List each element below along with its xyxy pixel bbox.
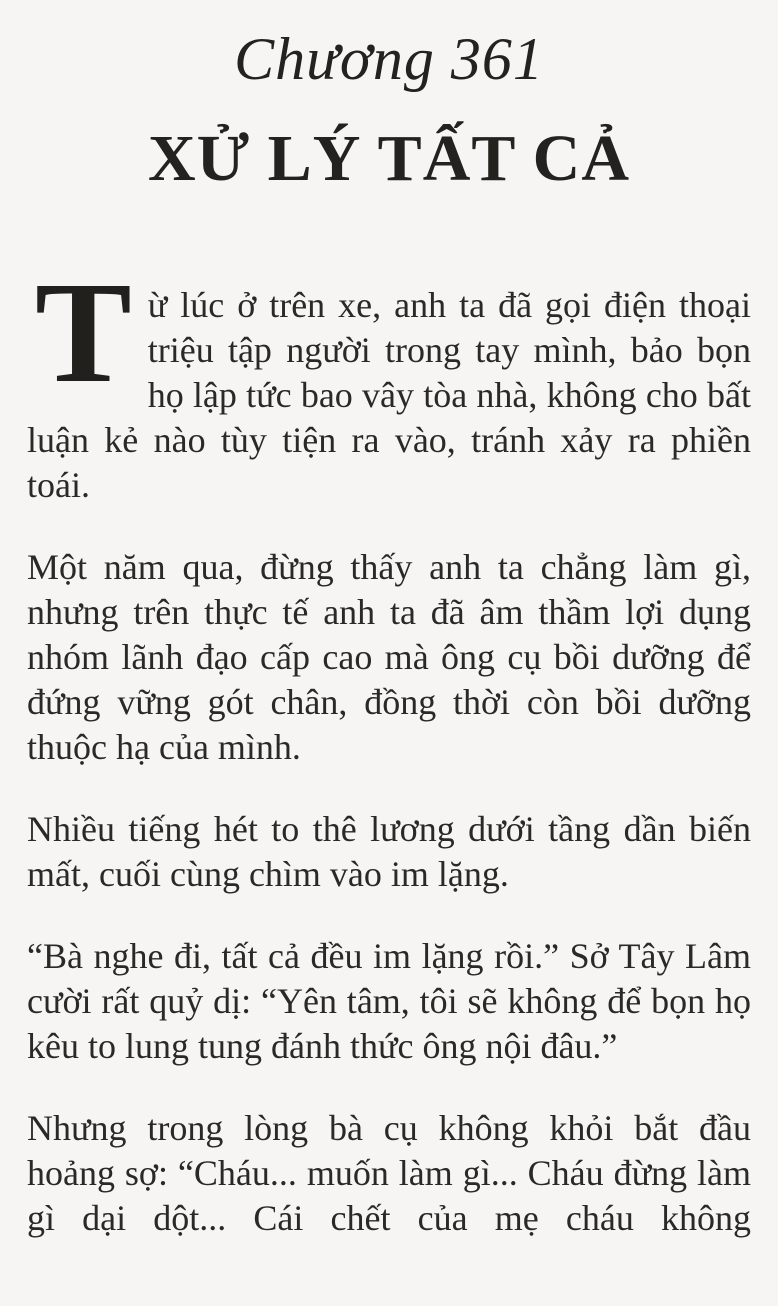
paragraph: “Bà nghe đi, tất cả đều im lặng rồi.” Sở Tây Lâm cười rất quỷ dị: “Yên tâm, tôi sẽ không để bọn họ kêu to lung tung đánh thức ông nội đâu.” xyxy=(27,936,751,1066)
paragraph: Một năm qua, đừng thấy anh ta chẳng làm gì, nhưng trên thực tế anh ta đã âm thầm lợi dụng nhóm lãnh đạo cấp cao mà ông cụ bồi dưỡng để đứng vững gót chân, đồng thời còn bồi dưỡng thuộc hạ của mình. xyxy=(27,547,751,767)
paragraph: Từ lúc ở trên xe, anh ta đã gọi điện thoại triệu tập người trong tay mình, bảo bọn họ lập tức bao vây tòa nhà, không cho bất luận kẻ nào tùy tiện ra vào, tránh xảy ra phiền toái. xyxy=(27,253,751,505)
paragraph: Nhiều tiếng hét to thê lương dưới tầng dần biến mất, cuối cùng chìm vào im lặng. xyxy=(27,809,751,894)
chapter-number: Chương 361 xyxy=(234,26,544,92)
chapter-title: XỬ LÝ TẤT CẢ xyxy=(147,122,631,195)
chapter-body xyxy=(27,253,751,1241)
paragraph: Nhưng trong lòng bà cụ không khỏi bắt đầu hoảng sợ: “Cháu... muốn làm gì... Cháu đừng làm gì dại dột... Cái chết của mẹ cháu không xyxy=(27,1108,751,1238)
